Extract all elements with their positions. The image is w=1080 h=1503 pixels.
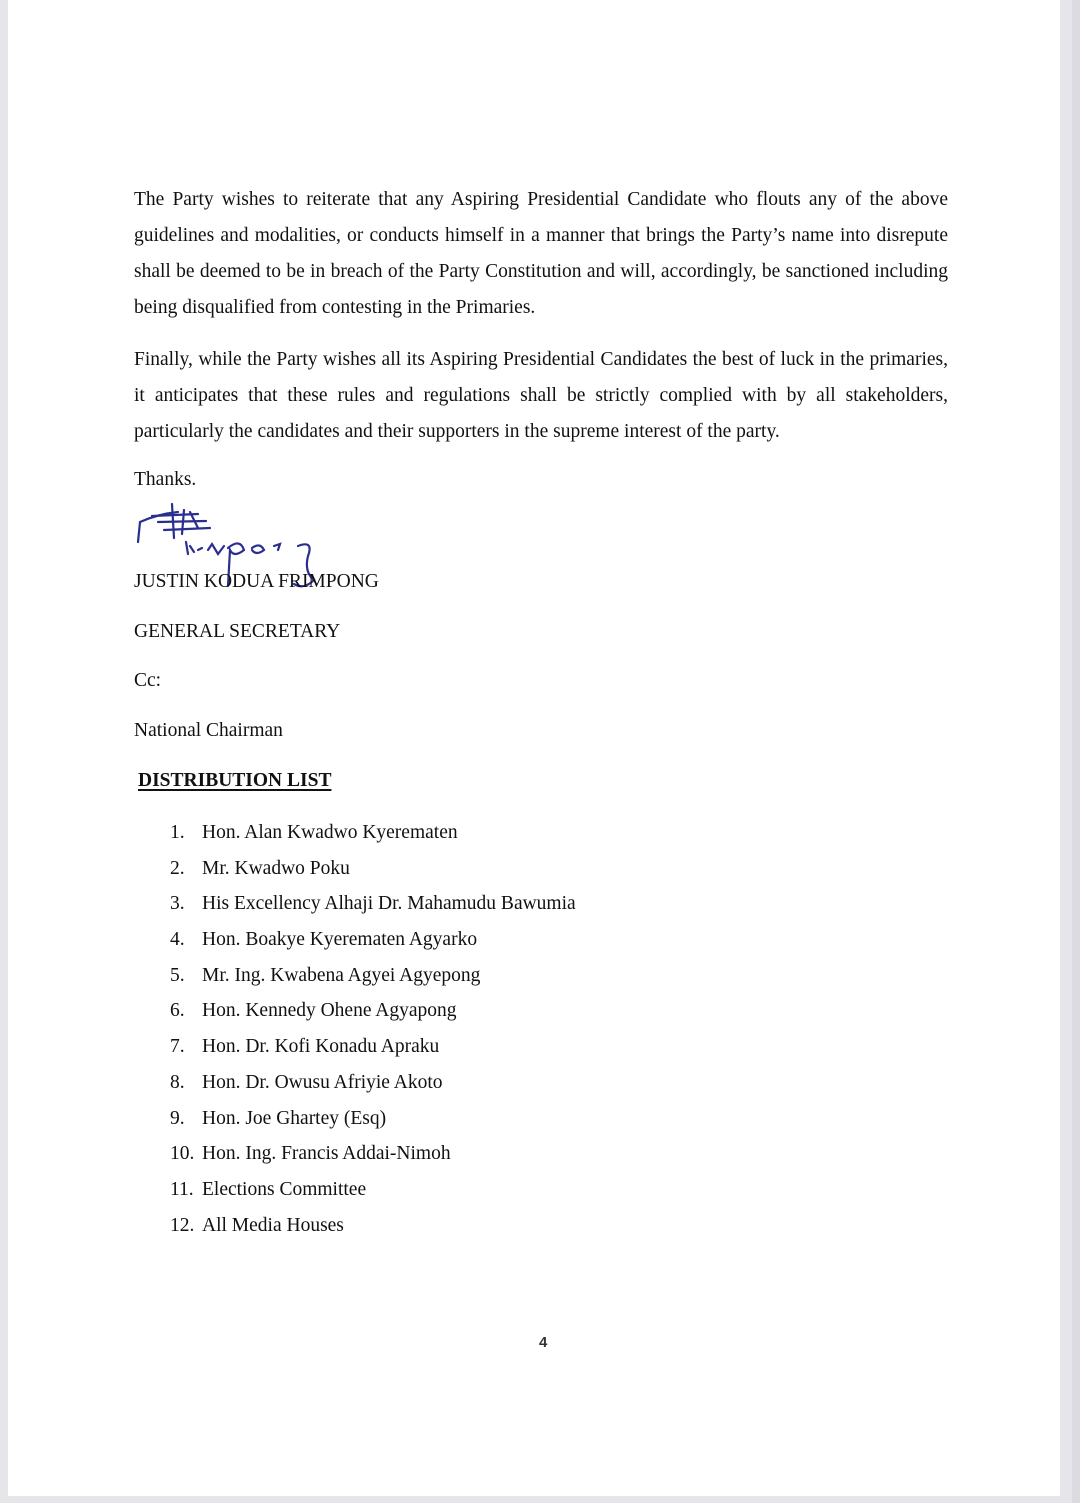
list-item <box>170 1105 576 1141</box>
list-item <box>170 819 576 855</box>
list-item <box>170 1212 576 1248</box>
recipient-name: Hon. Alan Kwadwo Kyerematen <box>202 822 458 843</box>
signer-title: GENERAL SECRETARY <box>134 621 341 642</box>
list-number: 5. <box>170 964 185 986</box>
list-item <box>170 997 576 1033</box>
list-item <box>170 890 576 926</box>
document-page <box>8 0 1060 1496</box>
recipient-name: His Excellency Alhaji Dr. Mahamudu Bawumia <box>202 893 576 915</box>
closing-thanks: Thanks. <box>134 469 197 490</box>
recipient-name: All Media Houses <box>202 1214 344 1236</box>
page-edge <box>1072 0 1080 1503</box>
cc-label: Cc: <box>134 670 162 691</box>
recipient-name: Hon. Dr. Kofi Konadu Apraku <box>202 1036 440 1058</box>
list-item <box>170 1033 576 1069</box>
recipient-name: Mr. Kwadwo Poku <box>202 857 350 879</box>
page-number: 4 <box>539 1334 548 1351</box>
list-number: 3. <box>170 893 185 915</box>
list-number: 6. <box>170 1000 185 1022</box>
paragraph-sanctions: The Party wishes to reiterate that any Aspiring Presidential Candidate who flouts any of the above guidelines and modalities, or conducts himself in a manner that brings the Party’s name into disrepute shall be deemed to be in breach of the Party Constitution and will, accordingly, be sanctioned including being disqualified from contesting in the Primaries. <box>134 189 948 318</box>
list-item <box>170 926 576 962</box>
list-number: 2. <box>170 857 185 879</box>
list-item <box>170 1176 576 1212</box>
recipient-name: Hon. Kennedy Ohene Agyapong <box>202 1000 457 1022</box>
list-number: 11. <box>170 1178 194 1200</box>
distribution-list-heading: DISTRIBUTION LIST <box>138 770 332 791</box>
list-number: 7. <box>170 1036 185 1058</box>
paragraph-closing-remarks: Finally, while the Party wishes all its Aspiring Presidential Candidates the best of luck in the primaries, it anticipates that these rules and regulations shall be strictly complied with by all stakeholders, particularly the candidates and their supporters in the supreme interest of the party. <box>134 349 948 442</box>
signer-name: JUSTIN KODUA FRIMPONG <box>134 571 379 592</box>
list-item <box>170 1069 576 1105</box>
list-number: 9. <box>170 1107 185 1129</box>
recipient-name: Elections Committee <box>202 1178 367 1200</box>
list-number: 12. <box>170 1214 195 1236</box>
distribution-list <box>170 819 576 1247</box>
list-number: 1. <box>170 822 185 843</box>
recipient-name: Mr. Ing. Kwabena Agyei Agyepong <box>202 964 481 986</box>
list-item <box>170 855 576 891</box>
recipient-name: Hon. Joe Ghartey (Esq) <box>202 1107 387 1129</box>
recipient-name: Hon. Dr. Owusu Afriyie Akoto <box>202 1071 443 1093</box>
list-number: 10. <box>170 1143 195 1165</box>
recipient-name: Hon. Ing. Francis Addai-Nimoh <box>202 1143 451 1165</box>
list-item <box>170 962 576 998</box>
list-number: 8. <box>170 1071 185 1093</box>
list-item <box>170 1140 576 1176</box>
recipient-name: Hon. Boakye Kyerematen Agyarko <box>202 929 478 951</box>
cc-recipient: National Chairman <box>134 720 283 741</box>
list-number: 4. <box>170 929 185 951</box>
